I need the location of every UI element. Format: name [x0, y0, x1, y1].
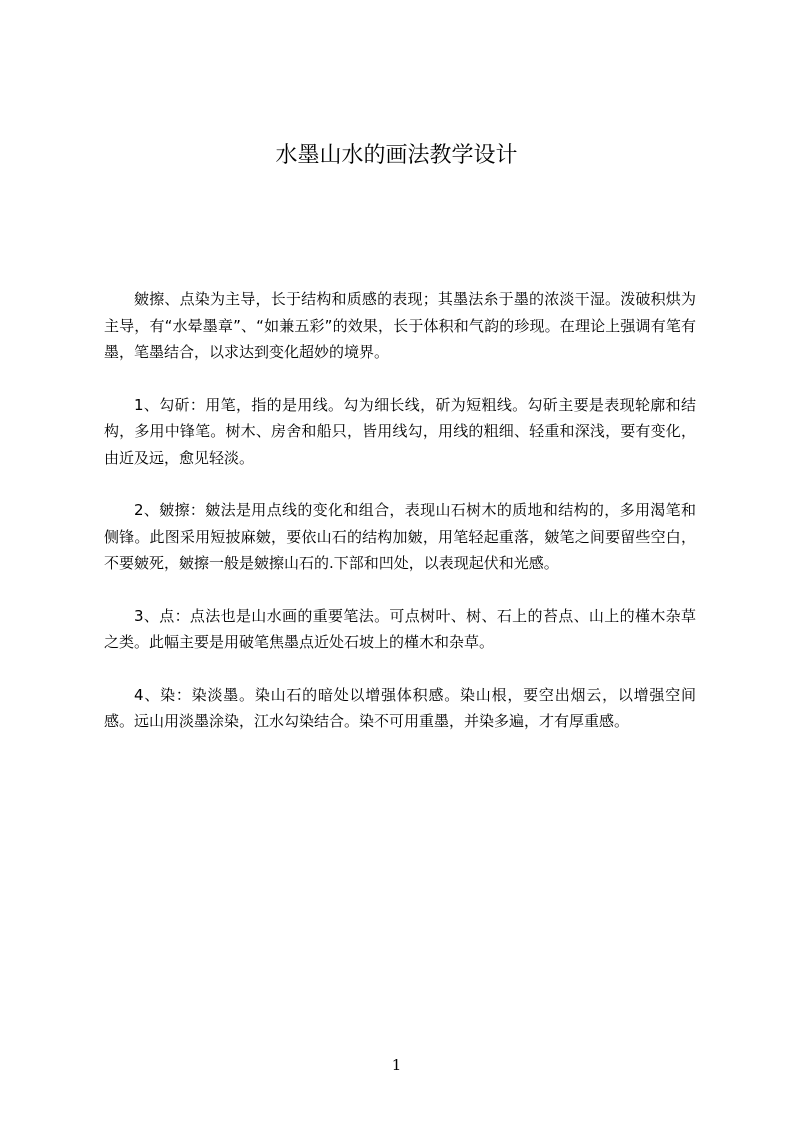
page-title: 水墨山水的画法教学设计 [275, 143, 518, 168]
section-cunca-paragraph: 2、皴擦：皴法是用点线的变化和组合，表现山石树木的质地和结构的，多用渴笔和侧锋。此图采用短披麻皴，要依山石的结构加皴，用笔轻起重落，皴笔之间要留些空白，不要皴死，皴擦一般是皴擦山石的.下部和凹处，以表现起伏和光感。 [104, 501, 696, 572]
page-number: 1 [391, 1056, 402, 1074]
section-gouzhuo-paragraph: 1、勾斫：用笔，指的是用线。勾为细长线，斫为短粗线。勾斫主要是表现轮廓和结构，多用中锋笔。树木、房舍和船只，皆用线勾，用线的粗细、轻重和深浅，要有变化，由近及远，愈见轻淡。 [104, 395, 696, 467]
document-body [104, 286, 696, 761]
intro-paragraph: 皴擦、点染为主导，长于结构和质感的表现；其墨法糸于墨的浓淡干湿。泼破积烘为主导，有“水晕墨章”、“如兼五彩”的效果，长于体积和气韵的珍现。在理论上强调有笔有墨，笔墨结合，以求达到变化超妙的境界。 [104, 290, 696, 361]
section-dian-paragraph: 3、点：点法也是山水画的重要笔法。可点树叶、树、石上的苔点、山上的槿木杂草之类。此幅主要是用破笔焦墨点近处石坡上的槿木和杂草。 [104, 606, 696, 651]
section-ran-paragraph: 4、染：染淡墨。染山石的暗处以增强体积感。染山根，要空出烟云，以增强空间感。远山用淡墨涂染，江水勾染结合。染不可用重墨，并染多遍，才有厚重感。 [104, 685, 696, 730]
